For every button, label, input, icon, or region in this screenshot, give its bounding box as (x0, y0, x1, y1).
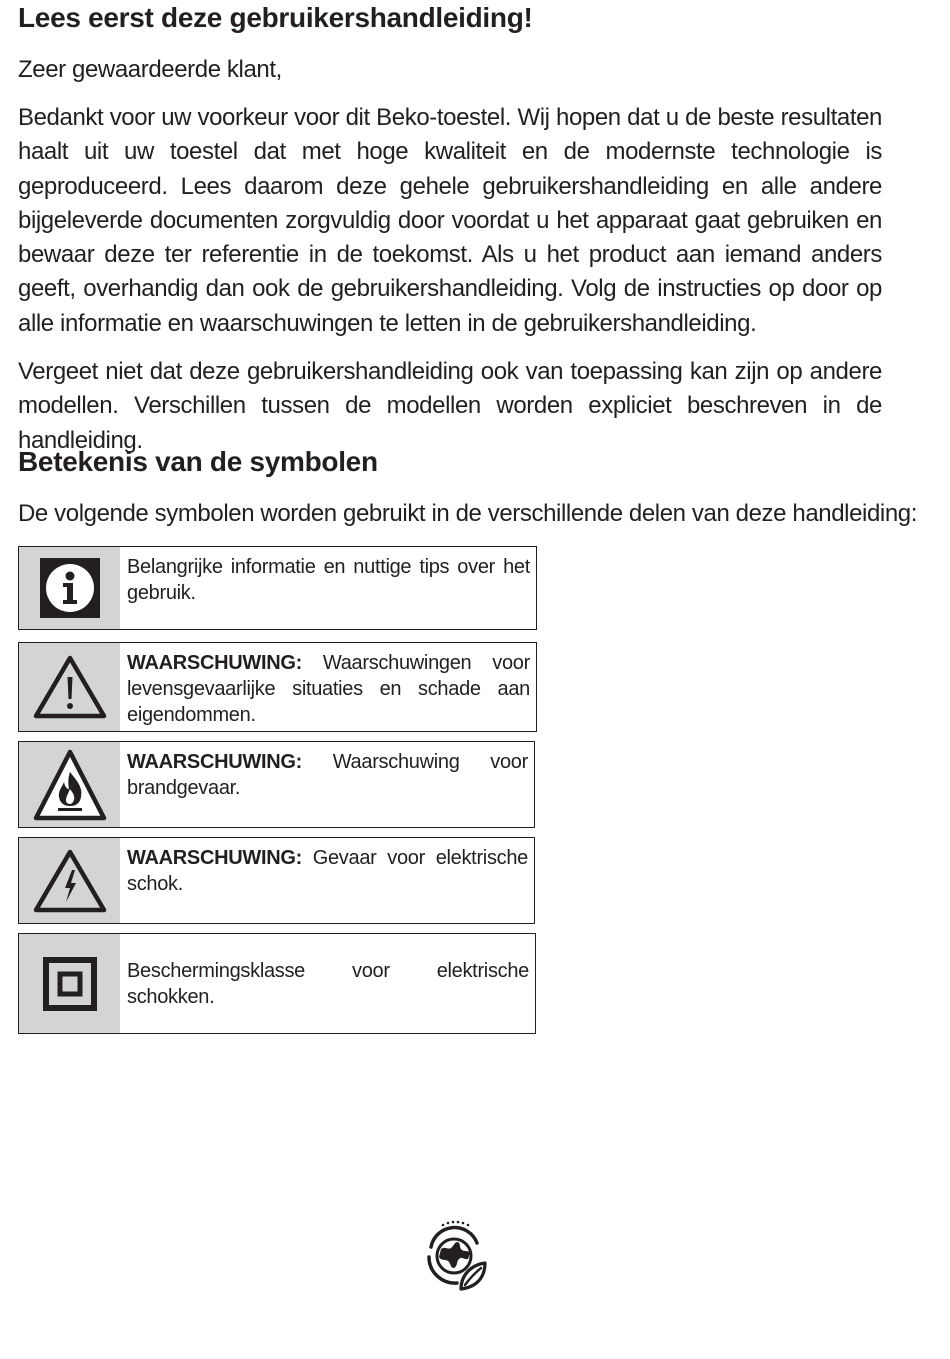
symbol-row-warning (18, 642, 537, 732)
electric-shock-icon (33, 849, 107, 913)
symbol-row-protection-class (18, 933, 536, 1034)
symbols-heading: Betekenis van de symbolen (18, 446, 378, 477)
symbol-text: Waarschuwing voor brandgevaar. (127, 751, 528, 799)
symbol-row-info (18, 546, 537, 630)
symbol-description (120, 934, 535, 1033)
warning-label: WAARSCHUWING: (127, 751, 302, 773)
symbol-description (120, 643, 536, 731)
greeting-text: Zeer gewaardeerde klant, (18, 56, 282, 83)
symbol-text: Gevaar voor elektrische schok. (127, 847, 528, 895)
symbol-row-fire (18, 741, 535, 828)
page-title: Lees eerst deze gebruikershandleiding! (18, 2, 533, 33)
warning-label: WAARSCHUWING: (127, 847, 302, 869)
intro-paragraph: Bedankt voor uw voorkeur voor dit Beko-toestel. Wij hopen dat u de beste resultaten haalt uit uw toestel dat met hoge kwaliteit en de modernste technologie is geproduceerd. Lees daarom deze gehele gebruikershandleiding en alle andere bijgeleverde documenten zorgvuldig door voordat u het apparaat gaat gebruiken en bewaar deze ter referentie in de toekomst. Als u het product aan iemand anders geeft, overhandig dan ook de gebruikershandleiding. Volg de instructies op door op alle informatie en waarschuwingen te letten in de gebruikershandleiding. (18, 104, 882, 337)
symbol-text: Waarschuwingen voor levensgevaarlijke situaties en schade aan eigendommen. (127, 652, 530, 726)
symbol-row-electric (18, 837, 535, 924)
fire-hazard-icon (33, 748, 107, 822)
eco-globe-leaf-icon (421, 1219, 489, 1293)
warning-label: WAARSCHUWING: (127, 652, 302, 674)
symbols-intro-text: De volgende symbolen worden gebruikt in de verschillende delen van deze handleiding: (18, 500, 918, 527)
symbol-text: Belangrijke informatie en nuttige tips over het gebruik. (127, 556, 530, 604)
symbol-text: Beschermingsklasse voor elektrische schokken. (127, 959, 529, 1008)
warning-triangle-icon (33, 655, 107, 719)
info-icon (40, 558, 100, 618)
symbol-description (120, 547, 536, 629)
symbol-description (120, 838, 534, 923)
models-note-paragraph: Vergeet niet dat deze gebruikershandleiding ook van toepassing kan zijn op andere modellen. Verschillen tussen de modellen worden expliciet beschreven in de handleiding. (18, 358, 882, 454)
protection-class-icon (43, 957, 97, 1011)
symbol-description (120, 742, 534, 827)
